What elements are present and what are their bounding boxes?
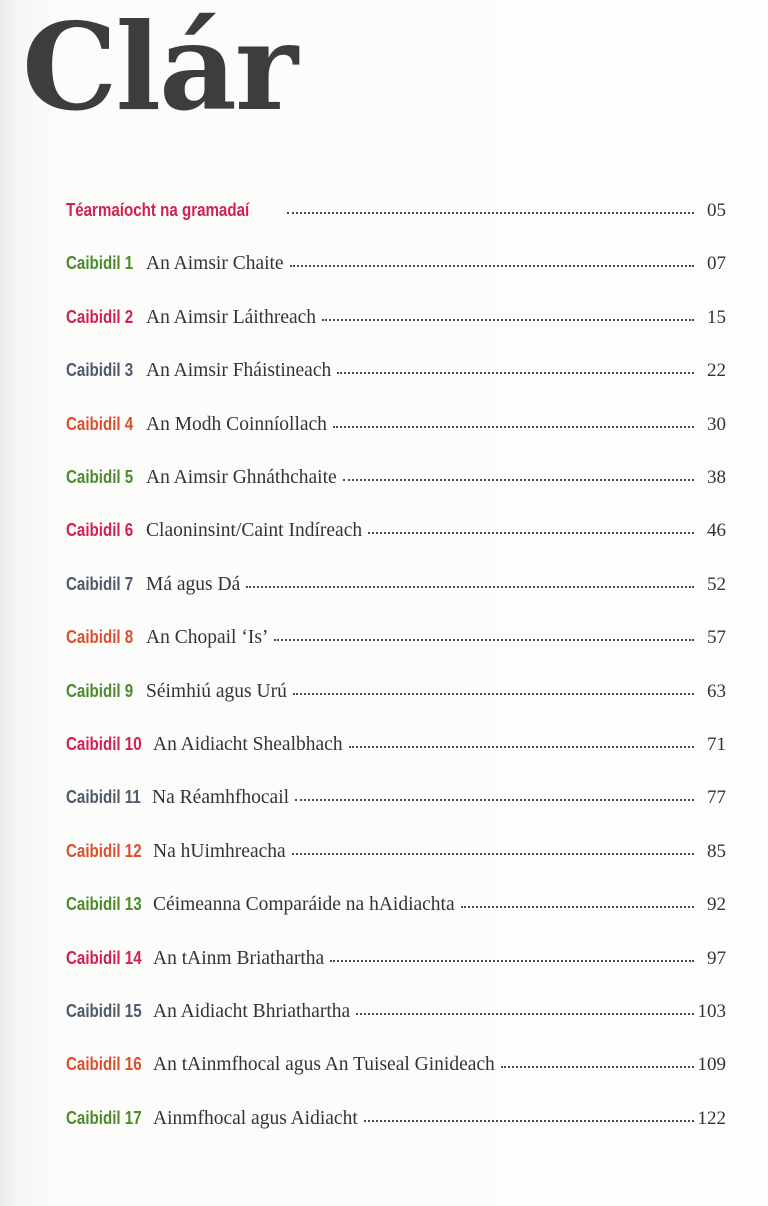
dot-leader (292, 853, 694, 855)
toc-entry-page-number: 22 (707, 360, 726, 382)
toc-entry-label: Caibidil 2 (66, 306, 134, 327)
toc-entry-title: Ainmfhocal agus Aidiacht (153, 1107, 358, 1129)
toc-entry[interactable] (66, 414, 726, 450)
dot-leader (333, 426, 694, 428)
toc-entry-title: An tAinmfhocal agus An Tuiseal Ginideach (153, 1054, 495, 1076)
toc-entry-label: Caibidil 13 (66, 894, 142, 915)
toc-entry-title: An Aidiacht Bhriathartha (153, 1001, 351, 1022)
toc-entry[interactable] (66, 681, 726, 717)
toc-entry-page-number: 85 (707, 840, 726, 862)
toc-entry-page-number: 15 (707, 306, 726, 328)
toc-entry-label: Caibidil 10 (66, 734, 142, 754)
toc-entry-label: Caibidil 12 (66, 840, 142, 861)
toc-entry[interactable] (66, 841, 726, 877)
toc-entry[interactable] (66, 1108, 726, 1144)
toc-entry[interactable] (66, 520, 726, 556)
toc-entry-page-number: 71 (707, 734, 726, 755)
toc-entry-label: Caibidil 5 (66, 467, 134, 487)
toc-entry-title: An Aimsir Láithreach (146, 306, 317, 328)
toc-entry-page-number: 103 (697, 1001, 726, 1022)
toc-entry[interactable] (66, 787, 726, 823)
toc-entry-title: An Aimsir Chaite (146, 253, 284, 275)
toc-entry-page-number: 97 (707, 947, 726, 969)
toc-entry-page-number: 52 (707, 573, 726, 595)
toc-entry[interactable] (66, 948, 726, 984)
toc-entry-page-number: 38 (707, 467, 726, 488)
toc-entry-page-number: 05 (707, 200, 726, 221)
toc-entry-page-number: 46 (707, 520, 726, 542)
toc-entry-label: Caibidil 14 (66, 947, 142, 968)
toc-entry[interactable] (66, 467, 726, 503)
dot-leader (330, 960, 694, 962)
toc-entry-label: Téarmaíocht na gramadaí (66, 200, 250, 220)
dot-leader (246, 586, 694, 588)
dot-leader (274, 639, 694, 641)
dot-leader (293, 693, 694, 695)
dot-leader (461, 906, 694, 908)
toc-entry-title: An Aidiacht Shealbhach (153, 734, 343, 755)
toc-entry[interactable] (66, 894, 726, 930)
page-title: Clár (22, 0, 297, 138)
toc-entry-title: An tAinm Briathartha (153, 947, 325, 969)
toc-entry[interactable] (66, 253, 726, 289)
toc-entry-label: Caibidil 9 (66, 680, 134, 701)
toc-entry-page-number: 109 (697, 1054, 726, 1076)
toc-entry-title: An Chopail ‘Is’ (146, 627, 269, 649)
dot-leader (364, 1120, 694, 1122)
toc-entry-label: Caibidil 17 (66, 1107, 142, 1128)
toc-entry-page-number: 63 (707, 680, 726, 702)
dot-leader (349, 746, 694, 748)
toc-entry-label: Caibidil 16 (66, 1054, 142, 1075)
toc-entry-title: Céimeanna Comparáide na hAidiachta (153, 894, 455, 916)
toc-entry-label: Caibidil 7 (66, 573, 134, 594)
dot-leader (287, 212, 694, 214)
toc-entry[interactable] (66, 360, 726, 396)
toc-entry[interactable] (66, 574, 726, 610)
toc-entry[interactable] (66, 1001, 726, 1037)
toc-entry-label: Caibidil 4 (66, 413, 134, 434)
toc-entry-page-number: 122 (697, 1107, 726, 1129)
dot-leader (337, 372, 694, 374)
dot-leader (343, 479, 694, 481)
toc-entry[interactable] (66, 734, 726, 770)
dot-leader (368, 532, 694, 534)
toc-entry[interactable] (66, 307, 726, 343)
toc-entry-page-number: 07 (707, 253, 726, 275)
toc-entry-title: An Modh Coinníollach (146, 413, 327, 435)
toc-entry[interactable] (66, 1054, 726, 1090)
toc-entry-label: Caibidil 15 (66, 1001, 142, 1021)
toc-entry[interactable] (66, 200, 726, 236)
toc-entry-label: Caibidil 3 (66, 360, 134, 381)
toc-entry-page-number: 92 (707, 894, 726, 916)
toc-entry-label: Caibidil 8 (66, 627, 134, 648)
toc-entry-label: Caibidil 6 (66, 520, 134, 541)
dot-leader (501, 1066, 694, 1068)
toc-entry[interactable] (66, 627, 726, 663)
dot-leader (295, 799, 694, 801)
toc-entry-title: An Aimsir Fháistineach (146, 360, 332, 382)
dot-leader (290, 265, 694, 267)
toc-entry-title: Má agus Dá (146, 573, 241, 595)
toc-entry-label: Caibidil 1 (66, 253, 134, 274)
toc-entry-title: Na Réamhfhocail (152, 787, 290, 809)
dot-leader (356, 1013, 693, 1015)
toc-entry-page-number: 30 (707, 413, 726, 435)
toc-entry-title: Claoninsint/Caint Indíreach (146, 520, 363, 542)
toc-entry-page-number: 77 (707, 787, 726, 809)
dot-leader (322, 319, 694, 321)
toc-entry-title: Séimhiú agus Urú (146, 680, 287, 702)
toc-entry-label: Caibidil 11 (66, 787, 141, 808)
toc-entry-title: Na hUimhreacha (153, 840, 286, 862)
toc-entry-page-number: 57 (707, 627, 726, 649)
toc-entry-title: An Aimsir Ghnáthchaite (146, 467, 337, 488)
